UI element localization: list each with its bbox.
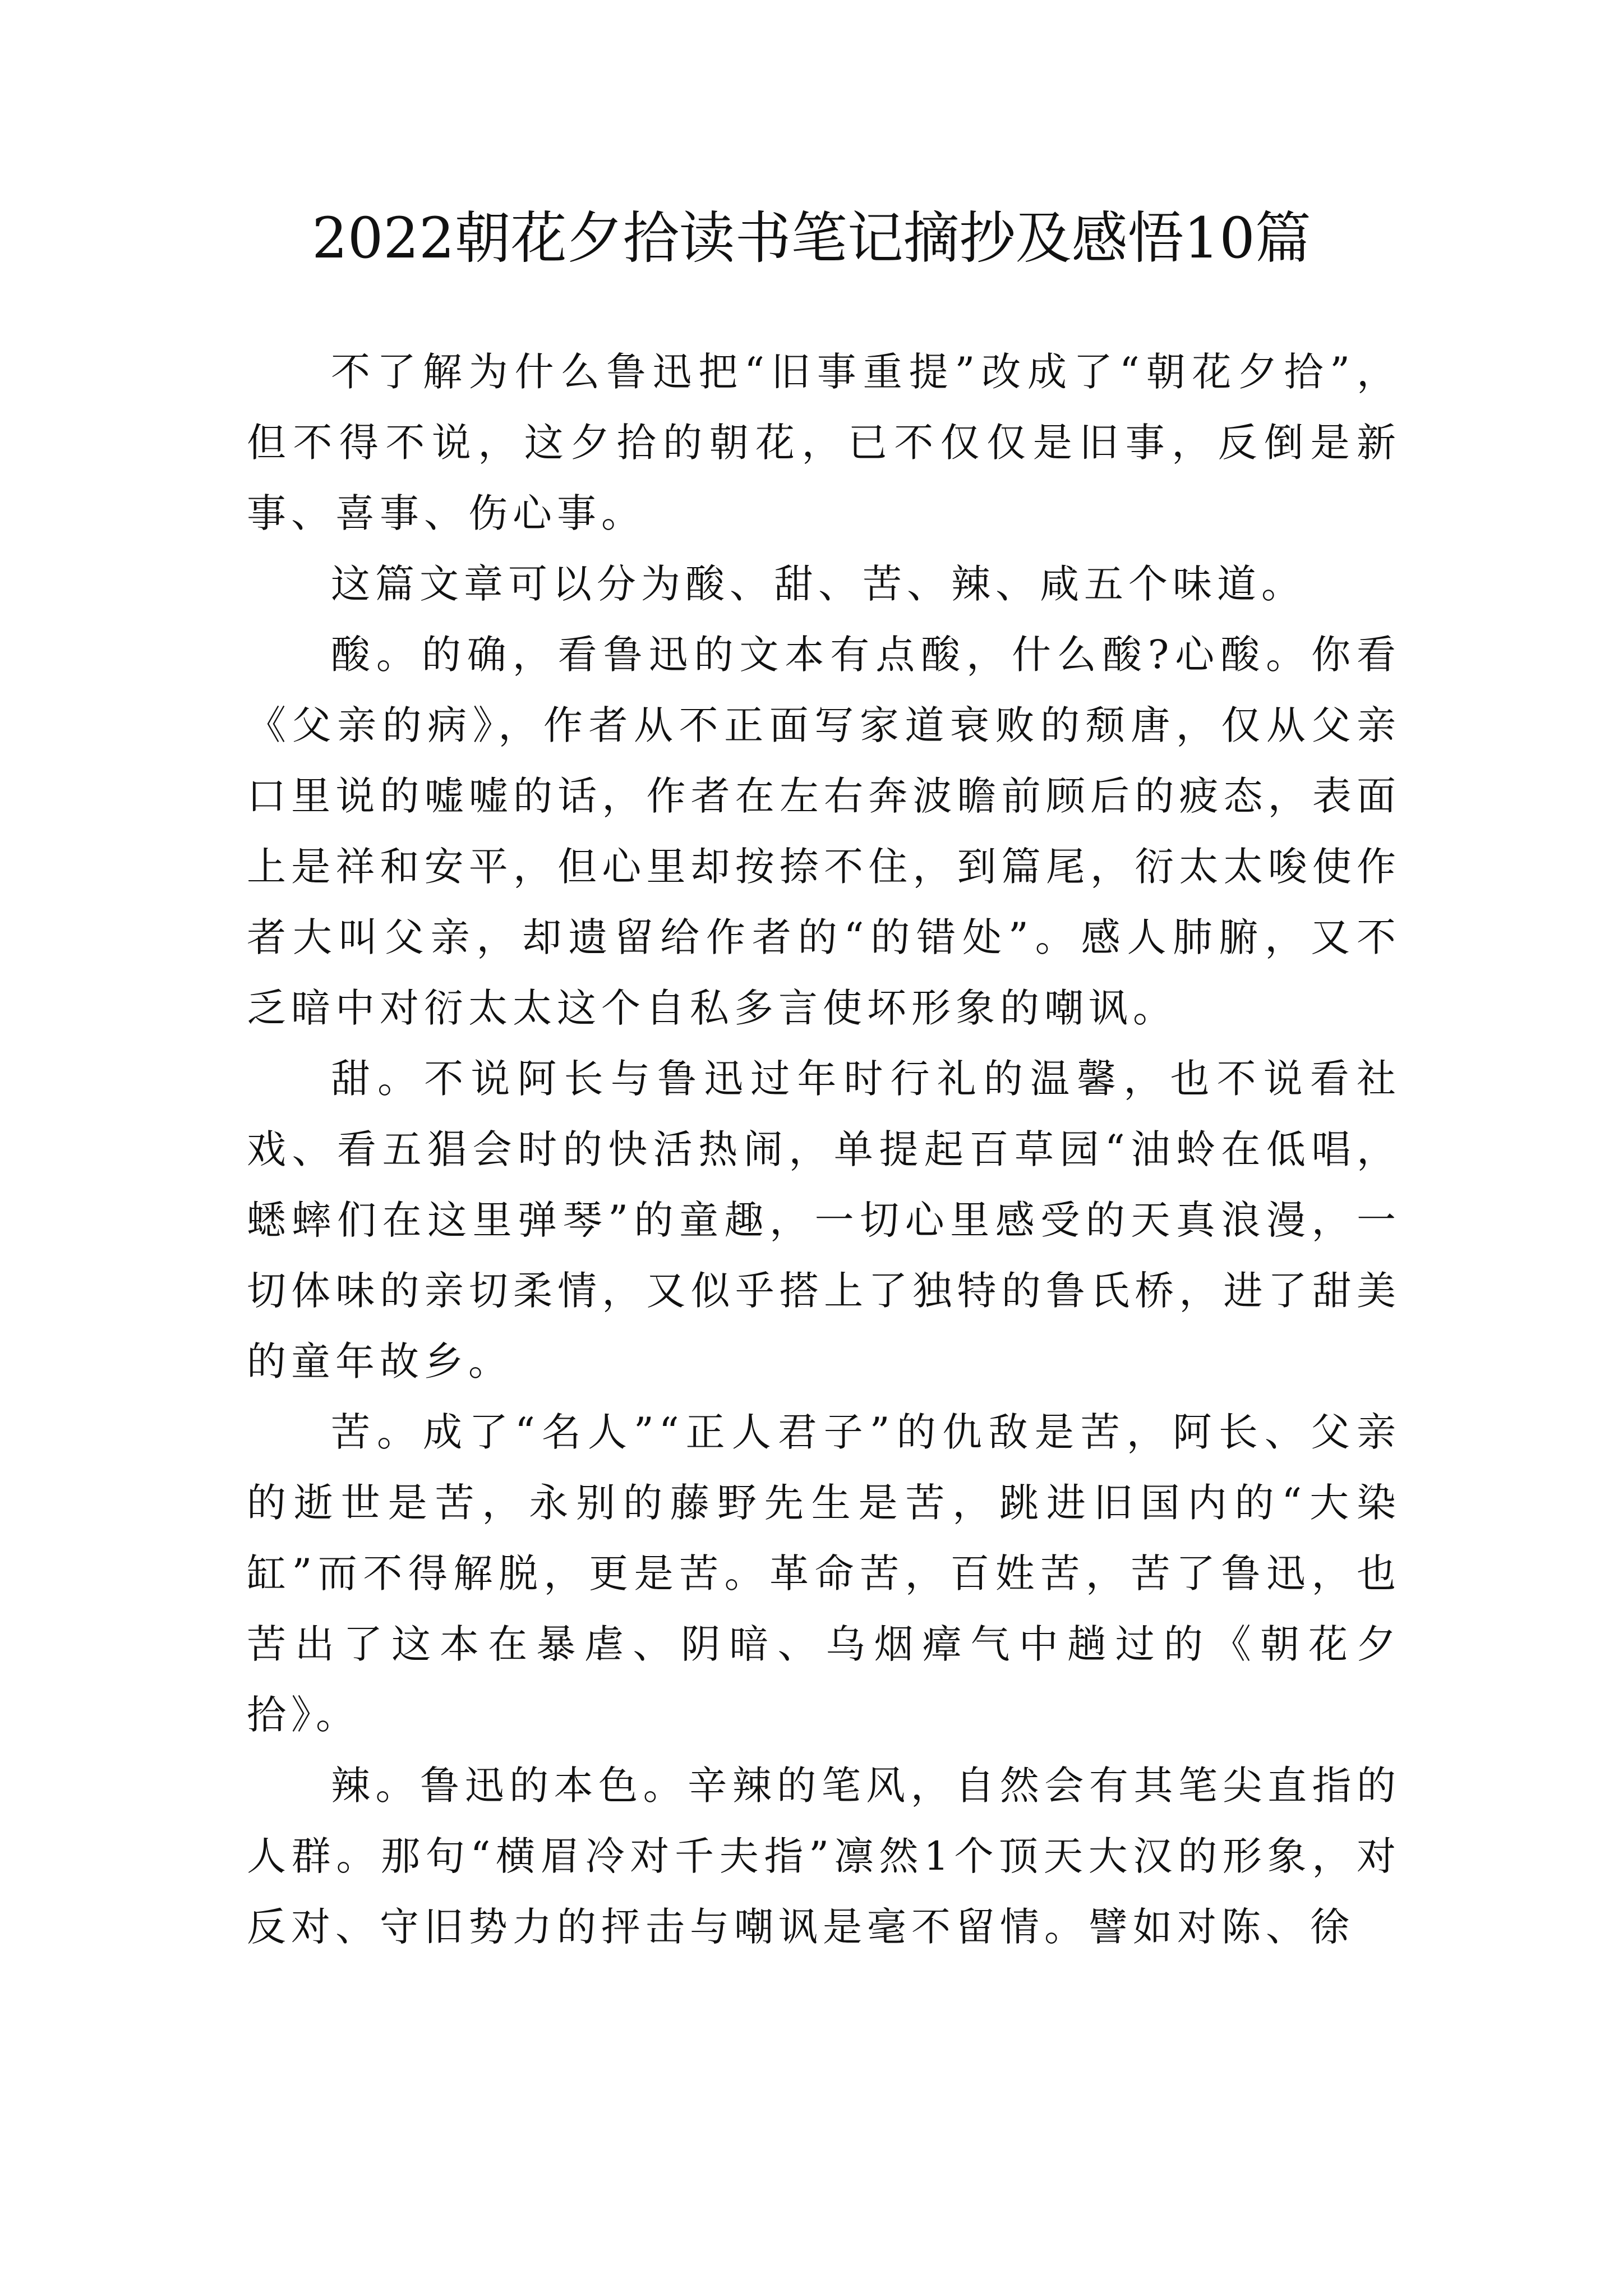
document-title: 2022朝花夕拾读书笔记摘抄及感悟10篇 (312, 205, 1311, 271)
paragraph-sweet: 甜。不说阿长与鲁迅过年时行礼的温馨，也不说看社戏、看五猖会时的快活热闹，单提起百草园“油蛉在低唱，蟋蟀们在这里弹琴”的童趣，一切心里感受的天真浪漫，一切体味的亲切柔情，又似乎搭上了独特的鲁氏桥，进了甜美的童年故乡。 (247, 1056, 1401, 1384)
paragraph-bitter: 苦。成了“名人”“正人君子”的仇敌是苦，阿长、父亲的逝世是苦，永别的藤野先生是苦，跳进旧国内的“大染缸”而不得解脱，更是苦。革命苦，百姓苦，苦了鲁迅，也苦出了这本在暴虐、阴暗、乌烟瘴气中趟过的《朝花夕拾》。 (247, 1409, 1401, 1738)
document-body (247, 337, 1401, 1962)
paragraph-spicy: 辣。鲁迅的本色。辛辣的笔风，自然会有其笔尖直指的人群。那句“横眉冷对千夫指”凛然1个顶天大汉的形象，对反对、守旧势力的抨击与嘲讽是毫不留情。譬如对陈、徐 (247, 1763, 1401, 1950)
paragraph-intro: 不了解为什么鲁迅把“旧事重提”改成了“朝花夕拾”，但不得不说，这夕拾的朝花，已不仅仅是旧事，反倒是新事、喜事、伤心事。 (247, 349, 1401, 536)
paragraph-five-flavors: 这篇文章可以分为酸、甜、苦、辣、咸五个味道。 (331, 561, 1306, 607)
paragraph-sour: 酸。的确，看鲁迅的文本有点酸，什么酸?心酸。你看《父亲的病》，作者从不正面写家道衰败的颓唐，仅从父亲口里说的嘘嘘的话，作者在左右奔波瞻前顾后的疲态，表面上是祥和安平，但心里却按捺不住，到篇尾，衍太太唆使作者大叫父亲，却遗留给作者的“的错处”。感人肺腑，又不乏暗中对衍太太这个自私多言使坏形象的嘲讽。 (247, 632, 1401, 1031)
